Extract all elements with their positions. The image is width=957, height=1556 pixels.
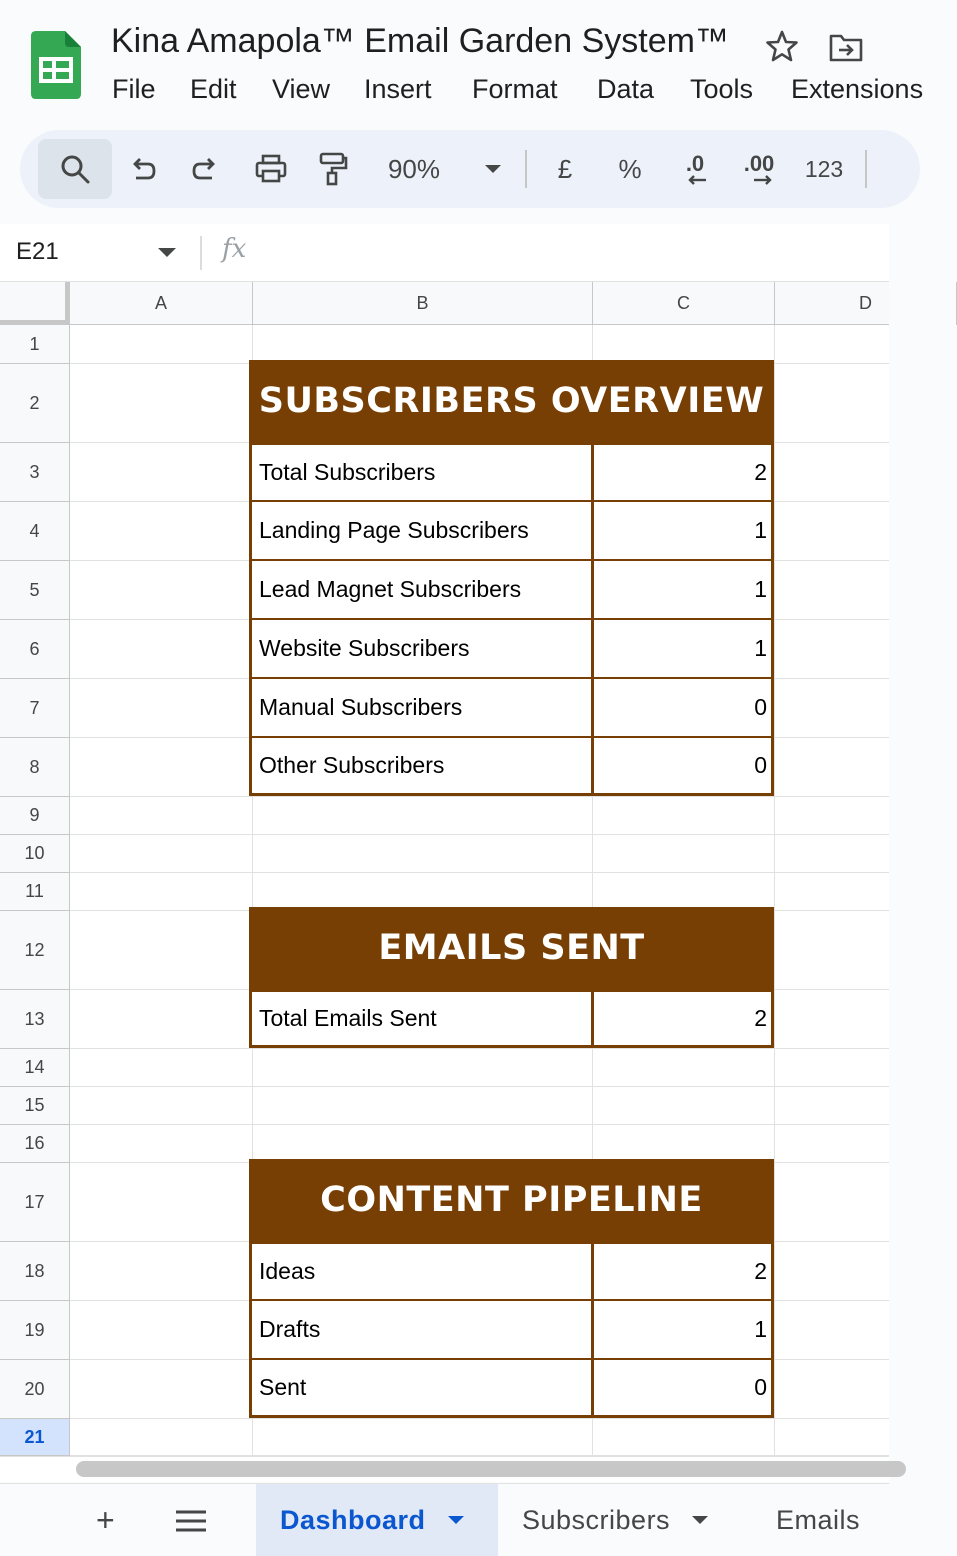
gridline [774, 325, 775, 1456]
column-header-d[interactable]: D [775, 282, 957, 325]
column-header-a[interactable]: A [70, 282, 253, 325]
row-header-12[interactable]: 12 [0, 911, 70, 990]
row-header-15[interactable]: 15 [0, 1087, 70, 1125]
select-all-corner[interactable] [0, 282, 70, 325]
undo-icon[interactable] [120, 130, 166, 208]
gridline [70, 1086, 889, 1087]
menu-view[interactable]: View [272, 74, 331, 104]
column-header-row [0, 282, 889, 325]
row-label: Lead Magnet Subscribers [259, 576, 522, 602]
menu-data[interactable]: Data [597, 74, 655, 104]
row-header-5[interactable]: 5 [0, 561, 70, 620]
menu-format[interactable]: Format [472, 74, 558, 104]
menu-insert[interactable]: Insert [364, 74, 432, 104]
toolbar-separator [525, 150, 527, 188]
toolbar [20, 130, 920, 208]
column-header-c[interactable]: C [593, 282, 775, 325]
row-header-9[interactable]: 9 [0, 797, 70, 835]
scrollbar-thumb[interactable] [76, 1461, 906, 1477]
number-format-button[interactable]: 123 [804, 155, 844, 182]
cell-divider [591, 1360, 594, 1415]
formula-separator [200, 236, 202, 270]
row-header-14[interactable]: 14 [0, 1049, 70, 1087]
row-value: 1 [754, 635, 767, 661]
row-header-6[interactable]: 6 [0, 620, 70, 679]
print-icon[interactable] [248, 130, 294, 208]
table-row[interactable] [249, 1241, 774, 1300]
gridline [70, 834, 889, 835]
cell-divider [591, 679, 594, 736]
emails-sent-header[interactable]: EMAILS SENT [249, 907, 774, 989]
row-value: 0 [754, 694, 767, 720]
document-title[interactable]: Kina Amapola™ Email Garden System™ [111, 22, 729, 60]
paint-format-icon[interactable] [310, 130, 356, 208]
row-header-13[interactable]: 13 [0, 990, 70, 1049]
row-header-2[interactable]: 2 [0, 364, 70, 443]
decrease-decimal-label: .0 [685, 151, 705, 176]
gridline [70, 1418, 889, 1419]
tab-subscribers[interactable] [498, 1484, 748, 1556]
row-label: Ideas [259, 1258, 316, 1284]
column-header-b[interactable]: B [253, 282, 593, 325]
zoom-select[interactable]: 90% [387, 153, 441, 184]
menu-tools[interactable]: Tools [690, 74, 754, 104]
row-header-3[interactable]: 3 [0, 443, 70, 502]
cell-divider [591, 992, 594, 1045]
chevron-down-icon[interactable] [158, 248, 176, 257]
row-value: 0 [754, 752, 767, 778]
table-row[interactable] [249, 737, 774, 796]
increase-decimal-button[interactable] [736, 130, 782, 208]
row-value: 2 [754, 459, 767, 485]
row-header-8[interactable]: 8 [0, 738, 70, 797]
top-bar [0, 0, 924, 118]
row-label: Sent [259, 1374, 307, 1400]
table-row[interactable] [249, 1300, 774, 1359]
toolbar-separator [865, 150, 867, 188]
cell-divider [591, 561, 594, 618]
row-header-20[interactable]: 20 [0, 1360, 70, 1419]
row-label: Total Subscribers [259, 459, 436, 485]
currency-format-button[interactable]: £ [557, 153, 573, 184]
row-value: 1 [754, 1316, 767, 1342]
redo-icon[interactable] [182, 130, 228, 208]
table-row[interactable] [249, 560, 774, 619]
row-label: Manual Subscribers [259, 694, 463, 720]
search-icon[interactable] [42, 130, 108, 208]
row-value: 2 [754, 1258, 767, 1284]
tab-emails[interactable] [752, 1484, 889, 1556]
row-header-4[interactable]: 4 [0, 502, 70, 561]
row-label: Landing Page Subscribers [259, 517, 529, 543]
table-row[interactable] [249, 442, 774, 501]
row-header-16[interactable]: 16 [0, 1125, 70, 1163]
horizontal-scrollbar[interactable] [0, 1456, 889, 1482]
name-box[interactable]: E21 [16, 238, 59, 265]
table-row[interactable] [249, 1359, 774, 1418]
menu-file[interactable]: File [112, 74, 156, 104]
decrease-decimal-button[interactable] [672, 130, 718, 208]
spreadsheet-grid[interactable] [0, 282, 889, 1456]
arrow-left-icon [682, 175, 708, 185]
row-header-11[interactable]: 11 [0, 873, 70, 911]
add-sheet-button[interactable]: + [96, 1502, 115, 1538]
row-header-21[interactable]: 21 [0, 1419, 70, 1456]
row-label: Drafts [259, 1316, 321, 1342]
arrow-right-icon [746, 175, 772, 185]
cell-divider [591, 1301, 594, 1358]
gridline [70, 1124, 889, 1125]
menu-extensions[interactable]: Extensions [791, 74, 924, 104]
cell-divider [591, 738, 594, 793]
sheet-tab-bar [0, 1483, 889, 1555]
table-row[interactable] [249, 989, 774, 1048]
cell-divider [591, 620, 594, 677]
row-value: 1 [754, 576, 767, 602]
all-sheets-menu-icon[interactable] [176, 1510, 206, 1532]
cell-divider [591, 502, 594, 559]
percent-format-button[interactable]: % [618, 153, 642, 184]
row-label: Other Subscribers [259, 752, 445, 778]
row-label: Website Subscribers [259, 635, 470, 661]
formula-bar [0, 224, 889, 282]
row-header-18[interactable]: 18 [0, 1242, 70, 1301]
cell-divider [591, 1244, 594, 1299]
gridline [70, 872, 889, 873]
row-value: 0 [754, 1374, 767, 1400]
menu-edit[interactable]: Edit [190, 74, 237, 104]
table-row[interactable] [249, 619, 774, 678]
content-pipeline-header[interactable]: CONTENT PIPELINE [249, 1159, 774, 1241]
table-row[interactable] [249, 678, 774, 737]
subscribers-overview-header[interactable]: SUBSCRIBERS OVERVIEW [249, 360, 774, 442]
move-to-folder-icon[interactable] [828, 30, 864, 64]
row-header-10[interactable]: 10 [0, 835, 70, 873]
row-header-1[interactable]: 1 [0, 325, 70, 364]
chevron-down-icon[interactable] [692, 1516, 708, 1524]
row-value: 1 [754, 517, 767, 543]
table-row[interactable] [249, 501, 774, 560]
function-icon: fx [222, 234, 247, 264]
tab-label: Subscribers [522, 1504, 671, 1535]
row-header-7[interactable]: 7 [0, 679, 70, 738]
row-value: 2 [754, 1005, 767, 1031]
tab-label: Dashboard [280, 1504, 426, 1535]
cell-divider [591, 445, 594, 500]
row-header-17[interactable]: 17 [0, 1163, 70, 1242]
gridline [70, 796, 889, 797]
chevron-down-icon[interactable] [478, 130, 508, 208]
sheets-logo-icon[interactable] [31, 31, 81, 99]
row-label: Total Emails Sent [259, 1005, 437, 1031]
chevron-down-icon[interactable] [448, 1516, 464, 1524]
gridline [70, 1048, 889, 1049]
tab-label: Emails [776, 1504, 861, 1535]
increase-decimal-label: .00 [743, 151, 775, 176]
tab-dashboard[interactable] [256, 1484, 498, 1556]
star-icon[interactable] [764, 28, 800, 64]
row-header-19[interactable]: 19 [0, 1301, 70, 1360]
